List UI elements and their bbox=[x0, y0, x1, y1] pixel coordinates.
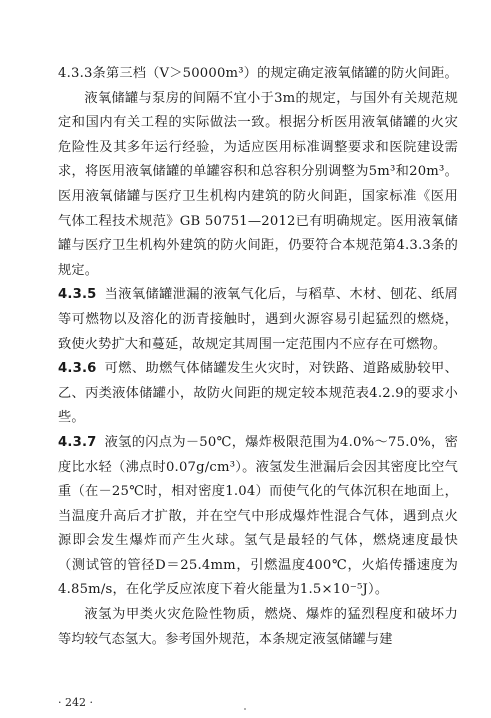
paragraph-text: 当液氧储罐泄漏的液氧气化后，与稻草、木材、刨花、纸屑等可燃物以及溶化的沥青接触时，遇到火源容易引起猛烈的燃烧，致使火势扩大和蔓延，故规定其周围一定范围内不应存在可燃物。 bbox=[58, 287, 458, 352]
clause-4-3-5 bbox=[58, 283, 458, 357]
clause-4-3-6 bbox=[58, 357, 458, 431]
paragraph-text: 液氢为甲类火灾危险性物质，燃烧、爆炸的猛烈程度和破坏力等均较气态氢大。参考国外规范，本条规定液氢储罐与建 bbox=[58, 607, 458, 647]
clause-4-3-7 bbox=[58, 431, 458, 603]
page-number: · 242 · bbox=[58, 696, 93, 709]
paragraph-continuation bbox=[58, 62, 458, 87]
paragraph-liquid-hydrogen bbox=[58, 603, 458, 652]
clause-number: 4.3.5 bbox=[58, 287, 97, 303]
clause-number: 4.3.6 bbox=[58, 361, 97, 377]
scan-dot bbox=[244, 708, 246, 710]
paragraph-text: 可燃、助燃气体储罐发生火灾时，对铁路、道路威胁较甲、乙、丙类液体储罐小，故防火间距的规定较本规范表4.2.9的要求小些。 bbox=[58, 361, 458, 426]
clause-number: 4.3.7 bbox=[58, 434, 97, 450]
paragraph-oxygen-tank-spacing bbox=[58, 87, 458, 284]
paragraph-text: 液氧储罐与泵房的间隔不宜小于3m的规定，与国外有关规范规定和国内有关工程的实际做法一致。根据分析医用液氧储罐的火灾危险性及其多年运行经验，为适应医用标准调整要求和医院建设需求，将医用液氧储罐的单罐容积和总容积分别调整为5m³和20m³。医用液氧储罐与医疗卫生机构内建筑的防火间距，国家标准《医用气体工程技术规范》GB 50751—2012已有明确规定。医用液氧储罐与医疗卫生机构外建筑的防火间距，仍要符合本规范第4.3.3条的规定。 bbox=[58, 90, 458, 278]
paragraph-text: 液氢的闪点为－50℃，爆炸极限范围为4.0%～75.0%，密度比水轻（沸点时0.07g/cm³）。液氢发生泄漏后会因其密度比空气重（在－25℃时，相对密度1.04）而使气化的气体沉积在地面上，当温度升高后才扩散，并在空气中形成爆炸性混合气体，遇到点火源即会发生爆炸而产生火球。氢气是最轻的气体，燃烧速度最快（测试管的管径D＝25.4mm，引燃温度400℃，火焰传播速度为4.85m/s，在化学反应浓度下着火能量为1.5×10⁻⁵J）。 bbox=[58, 434, 458, 598]
document-body bbox=[58, 62, 458, 652]
paragraph-text: 4.3.3条第三档（V＞50000m³）的规定确定液氧储罐的防火间距。 bbox=[58, 66, 458, 81]
